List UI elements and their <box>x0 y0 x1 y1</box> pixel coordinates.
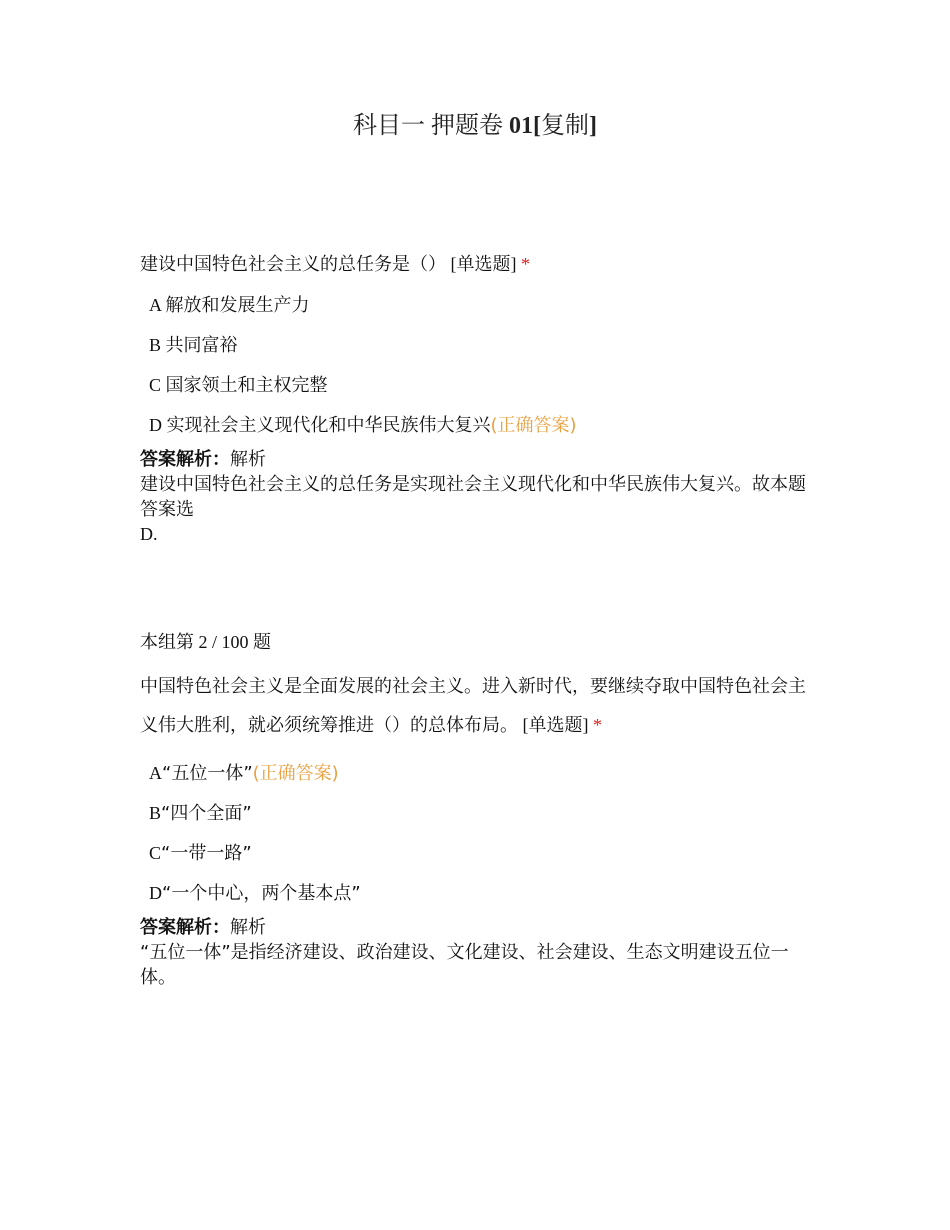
answer-analysis <box>140 915 820 990</box>
question-type: [单选题] <box>446 254 521 274</box>
title-number: 01 <box>509 113 533 139</box>
option-text: “四个全面” <box>161 803 252 824</box>
option-letter: C <box>149 843 162 863</box>
analysis-title: 解析 <box>230 917 266 938</box>
option-text: “一个中心，两个基本点” <box>162 883 361 904</box>
option-d[interactable] <box>149 881 820 905</box>
option-b[interactable] <box>149 801 820 825</box>
title-prefix: 科目一 押题卷 <box>353 113 509 139</box>
analysis-text: 建设中国特色社会主义的总任务是实现社会主义现代化和中华民族伟大复兴。故本题答案选 <box>140 474 806 520</box>
title-bracket-open: [ <box>533 113 541 139</box>
option-text: “五位一体” <box>162 763 253 784</box>
option-text: 解放和发展生产力 <box>165 295 310 316</box>
analysis-label: 答案解析： <box>140 917 230 938</box>
option-letter: A <box>149 763 162 783</box>
correct-answer-mark: (正确答案) <box>252 763 339 784</box>
option-text: 共同富裕 <box>165 335 238 356</box>
option-letter: D <box>149 883 162 903</box>
option-d[interactable] <box>149 413 820 437</box>
question-counter: 本组第 2 / 100 题 <box>140 632 272 652</box>
question-1 <box>140 252 820 547</box>
required-marker: * <box>521 254 530 274</box>
correct-answer-mark: (正确答案) <box>490 415 577 436</box>
question-stem <box>140 668 820 745</box>
question-stem <box>140 252 820 277</box>
question-type: [单选题] <box>518 715 593 735</box>
answer-analysis <box>140 447 820 547</box>
option-a[interactable] <box>149 293 820 317</box>
option-letter: C <box>149 375 166 395</box>
option-c[interactable] <box>149 373 820 397</box>
option-a[interactable] <box>149 761 820 785</box>
option-letter: A <box>149 295 166 315</box>
required-marker: * <box>593 715 602 735</box>
question-text: 中国特色社会主义是全面发展的社会主义。进入新时代，要继续夺取中国特色社会主义伟大胜利，就必须统筹推进（）的总体布局。 <box>140 676 806 736</box>
option-list <box>140 293 820 437</box>
option-text: 实现社会主义现代化和中华民族伟大复兴 <box>166 415 491 436</box>
question-text: 建设中国特色社会主义的总任务是（） <box>140 254 446 275</box>
analysis-text: “五位一体”是指经济建设、政治建设、文化建设、社会建设、生态文明建设五位一体。 <box>140 942 789 988</box>
question-2 <box>140 630 820 990</box>
option-list <box>140 761 820 905</box>
option-text: 国家领土和主权完整 <box>165 375 328 396</box>
option-text: “一带一路” <box>161 843 252 864</box>
option-letter: B <box>149 335 166 355</box>
title-bracket-close: ] <box>589 113 597 139</box>
analysis-title: 解析 <box>230 449 266 470</box>
option-c[interactable] <box>149 841 820 865</box>
option-letter: B <box>149 803 162 823</box>
page-title <box>0 110 950 142</box>
title-suffix: 复制 <box>541 113 589 139</box>
option-b[interactable] <box>149 333 820 357</box>
analysis-answer: D. <box>140 524 158 544</box>
option-letter: D <box>149 415 167 435</box>
analysis-label: 答案解析： <box>140 449 230 470</box>
